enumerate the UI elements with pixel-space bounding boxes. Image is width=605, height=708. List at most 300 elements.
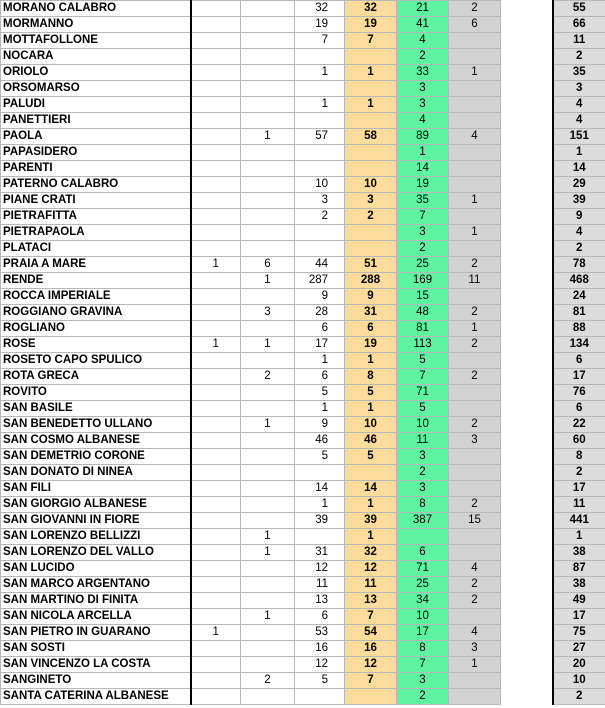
total-cell: 6 [553, 401, 605, 417]
value-col-6: 6 [449, 17, 501, 33]
value-col-6: 1 [449, 657, 501, 673]
total-cell: 24 [553, 289, 605, 305]
subtotal-cell [345, 241, 397, 257]
municipality-name: SAN GIOVANNI IN FIORE [1, 513, 191, 529]
value-col-1 [191, 465, 241, 481]
value-col-3: 1 [295, 65, 345, 81]
value-col-2 [241, 161, 295, 177]
municipality-name: PLATACI [1, 241, 191, 257]
value-col-2 [241, 433, 295, 449]
total-cell: 3 [553, 81, 605, 97]
value-col-5: 21 [397, 1, 449, 17]
total-cell: 9 [553, 209, 605, 225]
value-col-1: 1 [191, 337, 241, 353]
total-cell: 60 [553, 433, 605, 449]
value-col-3: 7 [295, 33, 345, 49]
value-col-1 [191, 561, 241, 577]
value-col-2 [241, 689, 295, 705]
total-cell: 2 [553, 689, 605, 705]
total-cell: 441 [553, 513, 605, 529]
spacer-cell [501, 129, 553, 145]
value-col-5: 71 [397, 385, 449, 401]
subtotal-cell [345, 81, 397, 97]
spacer-cell [501, 673, 553, 689]
value-col-3: 6 [295, 609, 345, 625]
total-cell: 11 [553, 33, 605, 49]
value-col-5: 3 [397, 449, 449, 465]
value-col-3 [295, 49, 345, 65]
table-row [1, 241, 605, 257]
value-col-1 [191, 577, 241, 593]
subtotal-cell [345, 49, 397, 65]
value-col-2: 6 [241, 257, 295, 273]
value-col-3: 6 [295, 321, 345, 337]
value-col-3: 5 [295, 449, 345, 465]
value-col-5: 17 [397, 625, 449, 641]
subtotal-cell [345, 113, 397, 129]
value-col-3: 6 [295, 369, 345, 385]
municipality-name: ORIOLO [1, 65, 191, 81]
value-col-6: 4 [449, 129, 501, 145]
value-col-6: 15 [449, 513, 501, 529]
value-col-6: 1 [449, 321, 501, 337]
value-col-6: 2 [449, 305, 501, 321]
value-col-5 [397, 529, 449, 545]
value-col-2 [241, 625, 295, 641]
spacer-cell [501, 225, 553, 241]
spacer-cell [501, 657, 553, 673]
table-row [1, 593, 605, 609]
subtotal-cell: 7 [345, 609, 397, 625]
value-col-3: 3 [295, 193, 345, 209]
total-cell: 134 [553, 337, 605, 353]
subtotal-cell: 31 [345, 305, 397, 321]
table-row [1, 1, 605, 17]
municipality-name: SANTA CATERINA ALBANESE [1, 689, 191, 705]
value-col-3: 12 [295, 657, 345, 673]
value-col-2 [241, 113, 295, 129]
total-cell: 38 [553, 545, 605, 561]
subtotal-cell: 7 [345, 33, 397, 49]
value-col-6: 4 [449, 561, 501, 577]
subtotal-cell: 288 [345, 273, 397, 289]
value-col-5: 19 [397, 177, 449, 193]
subtotal-cell: 32 [345, 545, 397, 561]
table-row [1, 49, 605, 65]
municipality-name: ORSOMARSO [1, 81, 191, 97]
municipality-name: ROSE [1, 337, 191, 353]
value-col-1 [191, 273, 241, 289]
value-col-2 [241, 81, 295, 97]
value-col-5: 6 [397, 545, 449, 561]
spacer-cell [501, 465, 553, 481]
value-col-6 [449, 161, 501, 177]
municipality-name: ROCCA IMPERIALE [1, 289, 191, 305]
value-col-1 [191, 1, 241, 17]
spacer-cell [501, 529, 553, 545]
table-row [1, 273, 605, 289]
table-row [1, 209, 605, 225]
table-row [1, 305, 605, 321]
value-col-5: 4 [397, 33, 449, 49]
value-col-2 [241, 481, 295, 497]
municipality-name: SAN GIORGIO ALBANESE [1, 497, 191, 513]
value-col-6 [449, 465, 501, 481]
value-col-6 [449, 49, 501, 65]
subtotal-cell: 39 [345, 513, 397, 529]
value-col-3: 16 [295, 641, 345, 657]
value-col-3: 5 [295, 673, 345, 689]
value-col-1 [191, 81, 241, 97]
value-col-1 [191, 385, 241, 401]
table-row [1, 193, 605, 209]
value-col-5: 5 [397, 353, 449, 369]
total-cell: 20 [553, 657, 605, 673]
value-col-6 [449, 145, 501, 161]
spacer-cell [501, 33, 553, 49]
municipality-name: PALUDI [1, 97, 191, 113]
value-col-2 [241, 449, 295, 465]
value-col-3: 31 [295, 545, 345, 561]
spacer-cell [501, 641, 553, 657]
subtotal-cell: 16 [345, 641, 397, 657]
spacer-cell [501, 145, 553, 161]
value-col-6 [449, 449, 501, 465]
value-col-3: 1 [295, 97, 345, 113]
table-row [1, 113, 605, 129]
value-col-5: 4 [397, 113, 449, 129]
spacer-cell [501, 321, 553, 337]
value-col-2 [241, 225, 295, 241]
value-col-1 [191, 545, 241, 561]
value-col-1 [191, 353, 241, 369]
municipality-name: SAN LUCIDO [1, 561, 191, 577]
value-col-3: 17 [295, 337, 345, 353]
value-col-3: 13 [295, 593, 345, 609]
municipality-name: SAN LORENZO DEL VALLO [1, 545, 191, 561]
value-col-6 [449, 545, 501, 561]
value-col-6 [449, 241, 501, 257]
spacer-cell [501, 481, 553, 497]
value-col-2 [241, 593, 295, 609]
spacer-cell [501, 337, 553, 353]
value-col-5: 89 [397, 129, 449, 145]
value-col-1 [191, 369, 241, 385]
value-col-2: 1 [241, 609, 295, 625]
municipality-name: NOCARA [1, 49, 191, 65]
spacer-cell [501, 401, 553, 417]
spacer-cell [501, 289, 553, 305]
value-col-1 [191, 689, 241, 705]
value-col-5: 81 [397, 321, 449, 337]
value-col-5: 7 [397, 369, 449, 385]
value-col-6: 2 [449, 497, 501, 513]
value-col-5: 14 [397, 161, 449, 177]
value-col-5: 35 [397, 193, 449, 209]
total-cell: 88 [553, 321, 605, 337]
total-cell: 4 [553, 113, 605, 129]
value-col-3 [295, 225, 345, 241]
municipality-name: PRAIA A MARE [1, 257, 191, 273]
value-col-1 [191, 433, 241, 449]
total-cell: 8 [553, 449, 605, 465]
value-col-2 [241, 17, 295, 33]
municipality-name: ROTA GRECA [1, 369, 191, 385]
spacer-cell [501, 273, 553, 289]
table-row [1, 513, 605, 529]
table-body [1, 1, 605, 705]
subtotal-cell [345, 465, 397, 481]
table-row [1, 657, 605, 673]
value-col-5: 387 [397, 513, 449, 529]
value-col-2 [241, 1, 295, 17]
spacer-cell [501, 545, 553, 561]
table-row [1, 145, 605, 161]
value-col-6: 11 [449, 273, 501, 289]
municipality-name: MORANO CALABRO [1, 1, 191, 17]
value-col-5: 1 [397, 145, 449, 161]
subtotal-cell [345, 145, 397, 161]
total-cell: 2 [553, 465, 605, 481]
value-col-1 [191, 593, 241, 609]
total-cell: 76 [553, 385, 605, 401]
total-cell: 4 [553, 97, 605, 113]
value-col-2: 1 [241, 129, 295, 145]
value-col-2: 1 [241, 337, 295, 353]
municipality-name: SAN LORENZO BELLIZZI [1, 529, 191, 545]
value-col-5: 2 [397, 465, 449, 481]
value-col-3: 53 [295, 625, 345, 641]
value-col-2 [241, 321, 295, 337]
value-col-2 [241, 241, 295, 257]
municipality-name: PIANE CRATI [1, 193, 191, 209]
value-col-1 [191, 673, 241, 689]
value-col-6 [449, 209, 501, 225]
table-row [1, 321, 605, 337]
table-row [1, 641, 605, 657]
value-col-1 [191, 529, 241, 545]
spacer-cell [501, 417, 553, 433]
value-col-2 [241, 465, 295, 481]
value-col-1 [191, 33, 241, 49]
value-col-6: 2 [449, 337, 501, 353]
total-cell: 10 [553, 673, 605, 689]
value-col-1 [191, 49, 241, 65]
table-row [1, 401, 605, 417]
value-col-1 [191, 129, 241, 145]
table-row [1, 545, 605, 561]
value-col-3 [295, 529, 345, 545]
subtotal-cell: 1 [345, 97, 397, 113]
value-col-1 [191, 401, 241, 417]
value-col-5: 8 [397, 497, 449, 513]
value-col-6: 1 [449, 193, 501, 209]
subtotal-cell: 12 [345, 561, 397, 577]
value-col-1 [191, 113, 241, 129]
value-col-3 [295, 81, 345, 97]
subtotal-cell: 9 [345, 289, 397, 305]
value-col-2 [241, 513, 295, 529]
value-col-6: 3 [449, 641, 501, 657]
value-col-1 [191, 145, 241, 161]
value-col-2 [241, 641, 295, 657]
value-col-2 [241, 49, 295, 65]
value-col-5: 169 [397, 273, 449, 289]
subtotal-cell: 10 [345, 417, 397, 433]
value-col-3: 1 [295, 401, 345, 417]
value-col-3: 32 [295, 1, 345, 17]
table-row [1, 433, 605, 449]
value-col-5: 25 [397, 577, 449, 593]
municipality-name: PANETTIERI [1, 113, 191, 129]
total-cell: 14 [553, 161, 605, 177]
municipality-name: SAN DEMETRIO CORONE [1, 449, 191, 465]
spacer-cell [501, 561, 553, 577]
value-col-2 [241, 497, 295, 513]
value-col-2 [241, 177, 295, 193]
table-row [1, 561, 605, 577]
total-cell: 49 [553, 593, 605, 609]
value-col-1 [191, 497, 241, 513]
table-row [1, 33, 605, 49]
value-col-5: 10 [397, 417, 449, 433]
spacer-cell [501, 497, 553, 513]
spacer-cell [501, 689, 553, 705]
value-col-2 [241, 289, 295, 305]
subtotal-cell: 51 [345, 257, 397, 273]
value-col-2 [241, 577, 295, 593]
value-col-3: 39 [295, 513, 345, 529]
value-col-1 [191, 177, 241, 193]
value-col-2 [241, 33, 295, 49]
value-col-5: 3 [397, 481, 449, 497]
spacer-cell [501, 209, 553, 225]
total-cell: 87 [553, 561, 605, 577]
subtotal-cell: 8 [345, 369, 397, 385]
value-col-6 [449, 481, 501, 497]
spacer-cell [501, 1, 553, 17]
value-col-3: 287 [295, 273, 345, 289]
spacer-cell [501, 433, 553, 449]
subtotal-cell [345, 225, 397, 241]
table-row [1, 481, 605, 497]
total-cell: 78 [553, 257, 605, 273]
spacer-cell [501, 449, 553, 465]
spacer-cell [501, 241, 553, 257]
table-row [1, 497, 605, 513]
value-col-2 [241, 385, 295, 401]
value-col-6 [449, 113, 501, 129]
value-col-2 [241, 65, 295, 81]
subtotal-cell [345, 689, 397, 705]
value-col-6: 1 [449, 65, 501, 81]
value-col-5: 2 [397, 241, 449, 257]
total-cell: 2 [553, 49, 605, 65]
value-col-6 [449, 401, 501, 417]
table-row [1, 673, 605, 689]
value-col-6 [449, 177, 501, 193]
value-col-6: 2 [449, 257, 501, 273]
value-col-6 [449, 609, 501, 625]
total-cell: 38 [553, 577, 605, 593]
municipality-name: RENDE [1, 273, 191, 289]
value-col-2: 3 [241, 305, 295, 321]
table-row [1, 417, 605, 433]
subtotal-cell: 1 [345, 353, 397, 369]
table-row [1, 385, 605, 401]
value-col-2: 1 [241, 273, 295, 289]
spacer-cell [501, 257, 553, 273]
subtotal-cell: 54 [345, 625, 397, 641]
total-cell: 17 [553, 369, 605, 385]
total-cell: 1 [553, 529, 605, 545]
spacer-cell [501, 65, 553, 81]
value-col-6 [449, 385, 501, 401]
spacer-cell [501, 17, 553, 33]
subtotal-cell: 58 [345, 129, 397, 145]
subtotal-cell: 11 [345, 577, 397, 593]
table-row [1, 529, 605, 545]
table-row [1, 289, 605, 305]
spacer-cell [501, 113, 553, 129]
value-col-3: 1 [295, 497, 345, 513]
value-col-1: 1 [191, 625, 241, 641]
value-col-1 [191, 609, 241, 625]
value-col-6 [449, 97, 501, 113]
value-col-2: 2 [241, 369, 295, 385]
value-col-3 [295, 465, 345, 481]
value-col-2: 2 [241, 673, 295, 689]
subtotal-cell: 32 [345, 1, 397, 17]
value-col-1 [191, 481, 241, 497]
value-col-3: 9 [295, 417, 345, 433]
value-col-3: 14 [295, 481, 345, 497]
value-col-6 [449, 529, 501, 545]
municipality-name: SAN MARCO ARGENTANO [1, 577, 191, 593]
value-col-1 [191, 305, 241, 321]
spacer-cell [501, 49, 553, 65]
value-col-5: 33 [397, 65, 449, 81]
table-row [1, 177, 605, 193]
value-col-5: 25 [397, 257, 449, 273]
municipality-name: SAN FILI [1, 481, 191, 497]
subtotal-cell: 19 [345, 17, 397, 33]
value-col-6: 2 [449, 593, 501, 609]
municipality-name: SAN MARTINO DI FINITA [1, 593, 191, 609]
value-col-1 [191, 161, 241, 177]
value-col-2: 1 [241, 417, 295, 433]
value-col-3: 1 [295, 353, 345, 369]
value-col-1: 1 [191, 257, 241, 273]
value-col-3: 2 [295, 209, 345, 225]
total-cell: 4 [553, 225, 605, 241]
municipality-name: SAN COSMO ALBANESE [1, 433, 191, 449]
value-col-2 [241, 145, 295, 161]
municipality-name: MOTTAFOLLONE [1, 33, 191, 49]
municipality-name: SAN DONATO DI NINEA [1, 465, 191, 481]
value-col-3: 19 [295, 17, 345, 33]
spacer-cell [501, 81, 553, 97]
total-cell: 75 [553, 625, 605, 641]
value-col-6 [449, 81, 501, 97]
value-col-6 [449, 289, 501, 305]
value-col-3: 12 [295, 561, 345, 577]
spacer-cell [501, 625, 553, 641]
value-col-3 [295, 161, 345, 177]
value-col-3 [295, 145, 345, 161]
subtotal-cell: 1 [345, 529, 397, 545]
value-col-5: 3 [397, 673, 449, 689]
